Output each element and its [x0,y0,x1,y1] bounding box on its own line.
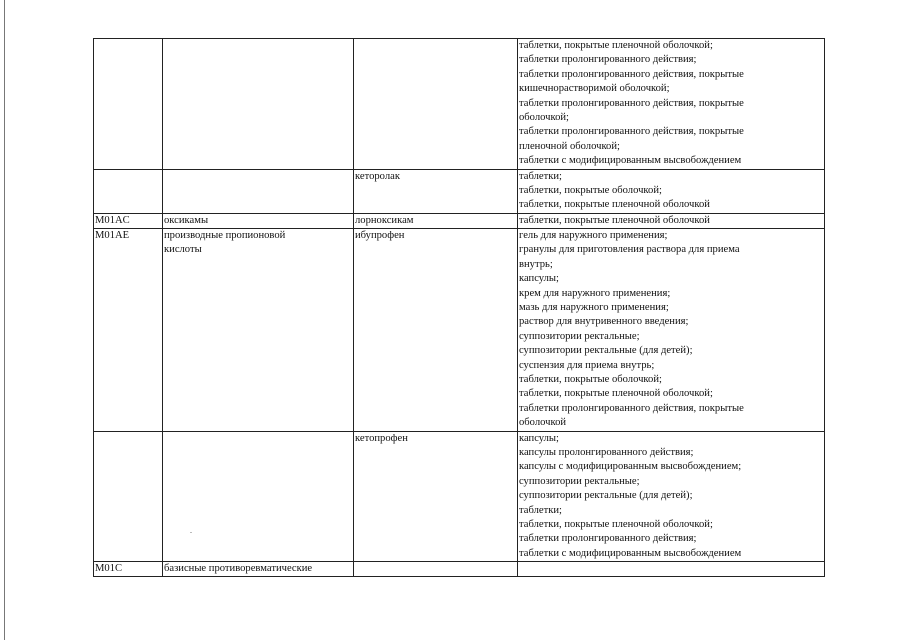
dosage-form-line: суппозитории ректальные; [519,475,640,487]
dosage-forms-cell [518,169,825,213]
dosage-form-line: суппозитории ректальные; [519,330,640,342]
dosage-form-line: таблетки, покрытые оболочкой; [519,374,662,385]
atc-code-cell [94,169,163,213]
group-name-cell [163,431,354,562]
table-row [94,229,825,431]
dosage-form-line: таблетки пролонгированного действия; [519,54,697,66]
dosage-form-line: таблетки пролонгированного действия, покрытые [519,402,744,414]
dosage-form-line: гранулы для приготовления раствора для приема [519,244,740,256]
dosage-form-line: раствор для внутривенного введения; [519,316,689,328]
group-name-cell [163,213,354,228]
dosage-form-line: таблетки пролонгированного действия, покрытые [519,126,744,138]
dosage-forms-cell [518,39,825,170]
dosage-form-line: таблетки пролонгированного действия, покрытые [519,68,744,80]
dosage-forms-cell [518,213,825,228]
drug-name-cell: лорноксикам [354,213,518,228]
drug-name-cell: кеторолак [354,169,518,213]
group-name-cell [163,229,354,431]
group-name-cell [163,169,354,213]
drug-classification-table [93,38,825,577]
table-row [94,213,825,228]
dosage-form-line: оболочкой; [519,111,569,123]
dosage-form-line: таблетки, покрытые пленочной оболочкой; [519,40,713,51]
dosage-form-line: таблетки пролонгированного действия; [519,533,697,545]
dosage-form-line: таблетки, покрытые оболочкой; [519,184,662,196]
dosage-forms-cell [518,562,825,577]
group-name-line: базисные противоревматические [164,563,313,575]
dosage-form-line: оболочкой [519,417,567,429]
dosage-form-line: таблетки; [519,170,562,182]
group-name-cell [163,562,354,577]
dosage-form-line: таблетки; [519,504,562,516]
drug-name-cell [354,562,518,577]
dosage-form-line: суспензия для приема внутрь; [519,359,655,371]
atc-code-cell: M01C [94,562,163,577]
drug-name-cell [354,39,518,170]
dosage-form-line: пленочной оболочкой; [519,140,620,152]
dosage-form-line: капсулы; [519,273,559,285]
dosage-form-line: внутрь; [519,258,553,270]
dosage-forms-cell [518,229,825,431]
group-name-cell [163,39,354,170]
table-row [94,169,825,213]
scan-speck [190,532,192,533]
dosage-form-line: гель для наружного применения; [519,230,668,242]
dosage-form-line: мазь для наружного применения; [519,302,669,314]
group-name-line: оксикамы [164,214,209,226]
atc-code-cell: M01AC [94,213,163,228]
atc-code-cell [94,431,163,562]
dosage-form-line: суппозитории ректальные (для детей); [519,345,693,357]
table-body [94,39,825,577]
dosage-form-line: таблетки с модифицированным высвобождением [519,155,742,167]
dosage-forms-cell [518,431,825,562]
atc-code-cell [94,39,163,170]
atc-code-cell: M01AE [94,229,163,431]
dosage-form-line: суппозитории ректальные (для детей); [519,490,693,502]
page-left-edge [4,0,5,640]
dosage-form-line: капсулы пролонгированного действия; [519,446,694,458]
dosage-form-line: таблетки, покрытые пленочной оболочкой [519,199,710,211]
dosage-form-line: кишечнорастворимой оболочкой; [519,83,670,95]
dosage-form-line: таблетки, покрытые пленочной оболочкой; [519,518,713,530]
dosage-form-line: капсулы; [519,432,559,444]
dosage-form-line: крем для наружного применения; [519,287,671,299]
drug-name-cell: ибупрофен [354,229,518,431]
table-row [94,431,825,562]
group-name-line: кислоты [164,244,202,256]
group-name-line: производные пропионовой [164,230,286,242]
dosage-form-line: капсулы с модифицированным высвобождением; [519,461,742,473]
table-row [94,562,825,577]
dosage-form-line: таблетки, покрытые пленочной оболочкой [519,214,710,226]
dosage-form-line: таблетки с модифицированным высвобождением [519,547,742,559]
dosage-form-line: таблетки, покрытые пленочной оболочкой; [519,388,713,400]
dosage-form-line: таблетки пролонгированного действия, покрытые [519,97,744,109]
drug-name-cell: кетопрофен [354,431,518,562]
table-row [94,39,825,170]
empty-line [519,562,822,576]
